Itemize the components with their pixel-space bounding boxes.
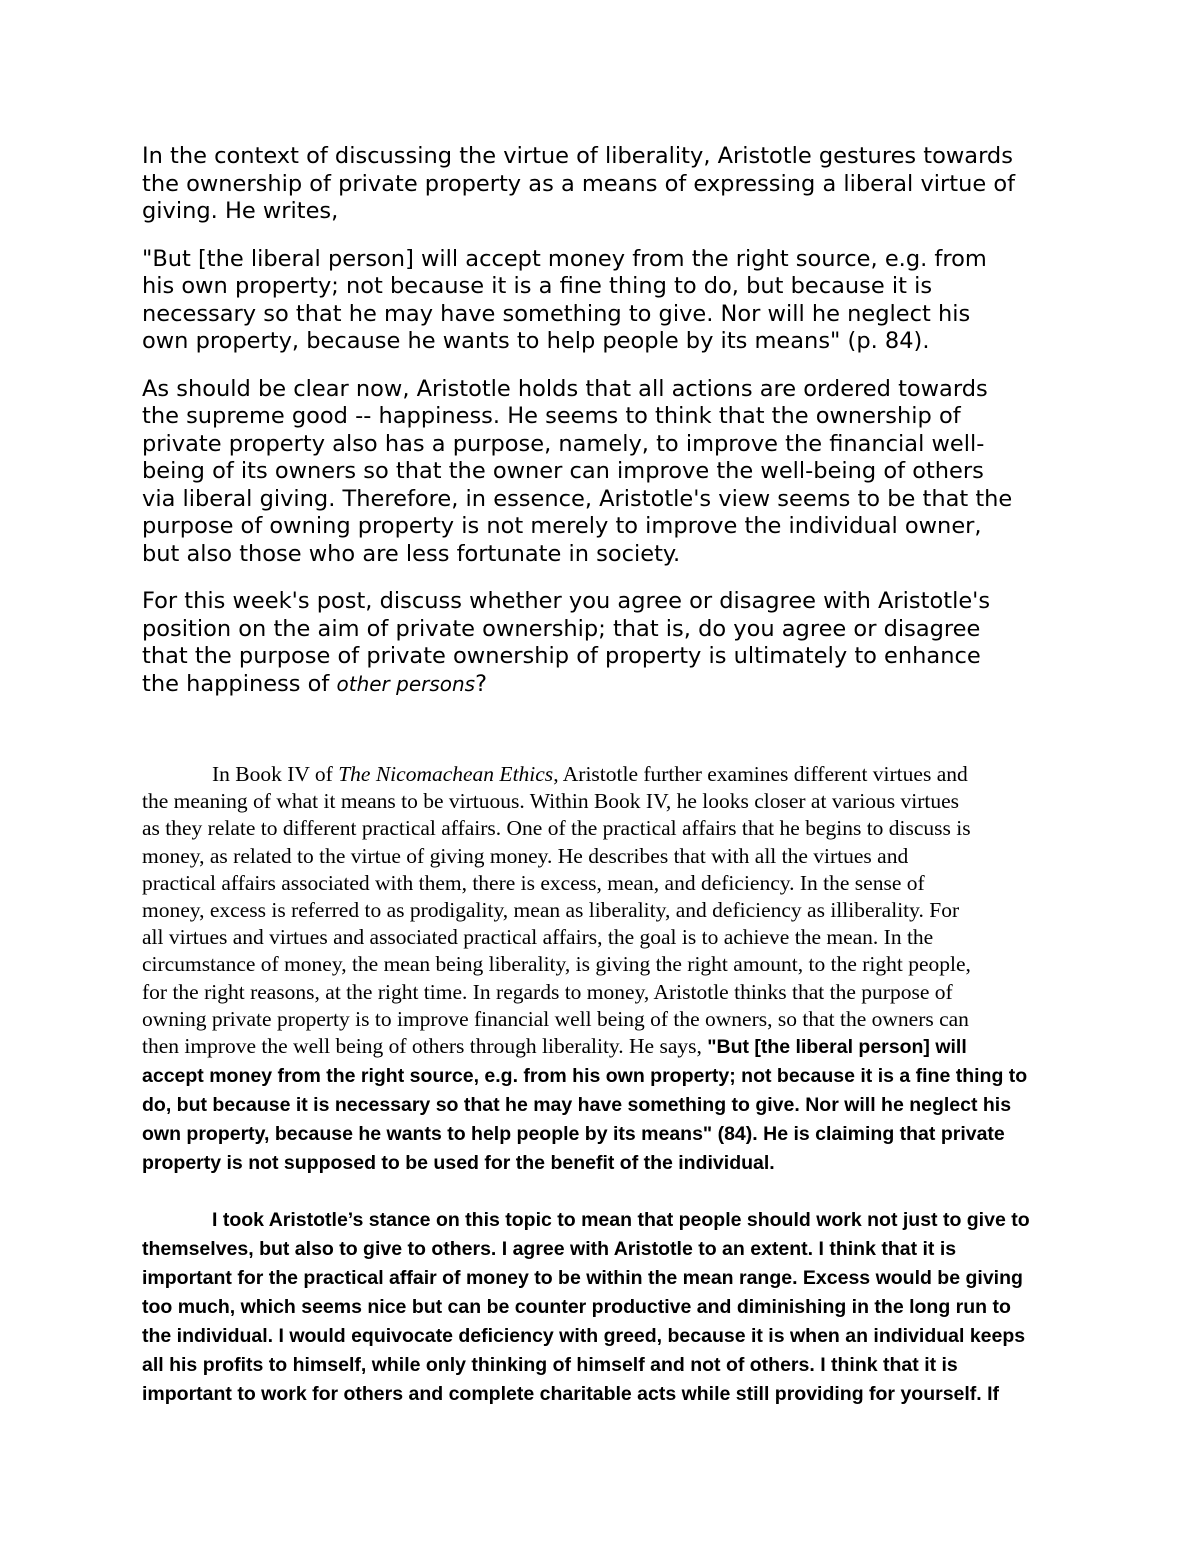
text-line: being of its owners so that the owner can improve the well-being of others: [142, 458, 984, 484]
text-line: important for the practical affair of money to be within the mean range. Excess would be giving: [142, 1267, 1023, 1290]
book-title: The Nicomachean Ethics: [338, 762, 554, 786]
text-line: money, excess is referred to as prodigality, mean as liberality, and deficiency as illiberality. For: [142, 898, 960, 923]
text-line: For this week's post, discuss whether you agree or disagree with Aristotle's: [142, 588, 991, 614]
text-line: the individual. I would equivocate deficiency with greed, because it is when an individual keeps: [142, 1325, 1026, 1348]
text-line: [142, 761, 1062, 788]
text-line: that the purpose of private ownership of property is ultimately to enhance: [142, 643, 981, 669]
text-line: practical affairs associated with them, there is excess, mean, and deficiency. In the sense of: [142, 870, 925, 895]
italic-phrase: other persons: [336, 671, 476, 696]
text-line: private property also has a purpose, namely, to improve the financial well-: [142, 430, 985, 457]
text-line: I took Aristotle’s stance on this topic to mean that people should work not just to give to: [212, 1209, 1030, 1232]
essay-paragraph-2: [142, 1206, 1062, 1409]
text-line: [142, 1033, 1062, 1061]
essay-paragraph-1: [142, 761, 1062, 1061]
text-line: As should be clear now, Aristotle holds that all actions are ordered towards: [142, 375, 988, 402]
text-line: the supreme good -- happiness. He seems to think that the ownership of: [142, 403, 961, 429]
text-line: In the context of discussing the virtue of liberality, Aristotle gestures towards: [142, 143, 1013, 169]
text-line: accept money from the right source, e.g. from his own property; not because it is a fine thing to: [142, 1065, 1028, 1088]
text-line: important to work for others and complete charitable acts while still providing for yourself. If: [142, 1383, 1000, 1406]
text-line: purpose of owning property is not merely to improve the individual owner,: [142, 513, 982, 539]
text-line: the ownership of private property as a means of expressing a liberal virtue of: [142, 170, 1016, 197]
text-line: money, as related to the virtue of giving money. He describes that with all the virtues and: [142, 843, 909, 868]
prompt-paragraph-3: [142, 376, 1062, 569]
student-essay: [142, 761, 1062, 1409]
text-line: necessary so that he may have something to give. Nor will he neglect his: [142, 300, 971, 327]
text-segment: In Book IV of: [212, 762, 339, 786]
text-segment: ?: [475, 670, 488, 697]
text-line: as they relate to different practical affairs. One of the practical affairs that he begins to discuss is: [142, 816, 971, 841]
text-line: all his profits to himself, while only thinking of himself and not of others. I think that it is: [142, 1354, 958, 1377]
text-segment: the happiness of: [142, 670, 337, 697]
text-line: giving. He writes,: [142, 198, 339, 224]
text-line: too much, which seems nice but can be counter productive and diminishing in the long run to: [142, 1296, 1011, 1319]
prompt-paragraph-1: [142, 143, 1062, 226]
text-line: but also those who are less fortunate in society.: [142, 540, 681, 567]
text-line: all virtues and virtues and associated practical affairs, the goal is to achieve the mean. In the: [142, 925, 934, 950]
bold-quote-start: "But [the liberal person] will: [707, 1036, 967, 1059]
prompt-question: [142, 588, 1062, 698]
text-line: his own property; not because it is a fine thing to do, but because it is: [142, 273, 933, 299]
text-line: circumstance of money, the mean being liberality, is giving the right amount, to the right people,: [142, 952, 971, 977]
text-line: do, but because it is necessary so that he may have something to give. Nor will he neglect his: [142, 1094, 1012, 1117]
text-line: own property, because he wants to help people by its means" (p. 84).: [142, 328, 930, 354]
text-segment: , Aristotle further examines different virtues and: [553, 762, 968, 786]
text-line: via liberal giving. Therefore, in essence, Aristotle's view seems to be that the: [142, 485, 1013, 512]
assignment-prompt: [142, 143, 1062, 718]
text-line: for the right reasons, at the right time. In regards to money, Aristotle thinks that the purpose of: [142, 979, 953, 1004]
text-line: [142, 671, 1062, 699]
text-segment: then improve the well being of others through liberality. He says,: [142, 1034, 708, 1059]
prompt-quote: [142, 246, 1062, 356]
text-line: themselves, but also to give to others. I agree with Aristotle to an extent. I think that it is: [142, 1238, 957, 1261]
text-line: "But [the liberal person] will accept money from the right source, e.g. from: [142, 245, 987, 272]
text-line: owning private property is to improve financial well being of the owners, so that the owners can: [142, 1006, 969, 1031]
text-line: the meaning of what it means to be virtuous. Within Book IV, he looks closer at various virtues: [142, 789, 959, 814]
text-line: position on the aim of private ownership; that is, do you agree or disagree: [142, 615, 981, 642]
text-line: own property, because he wants to help people by its means" (84). He is claiming that private: [142, 1123, 1005, 1146]
essay-bold-quote: [142, 1062, 1062, 1178]
text-line: property is not supposed to be used for the benefit of the individual.: [142, 1152, 775, 1175]
